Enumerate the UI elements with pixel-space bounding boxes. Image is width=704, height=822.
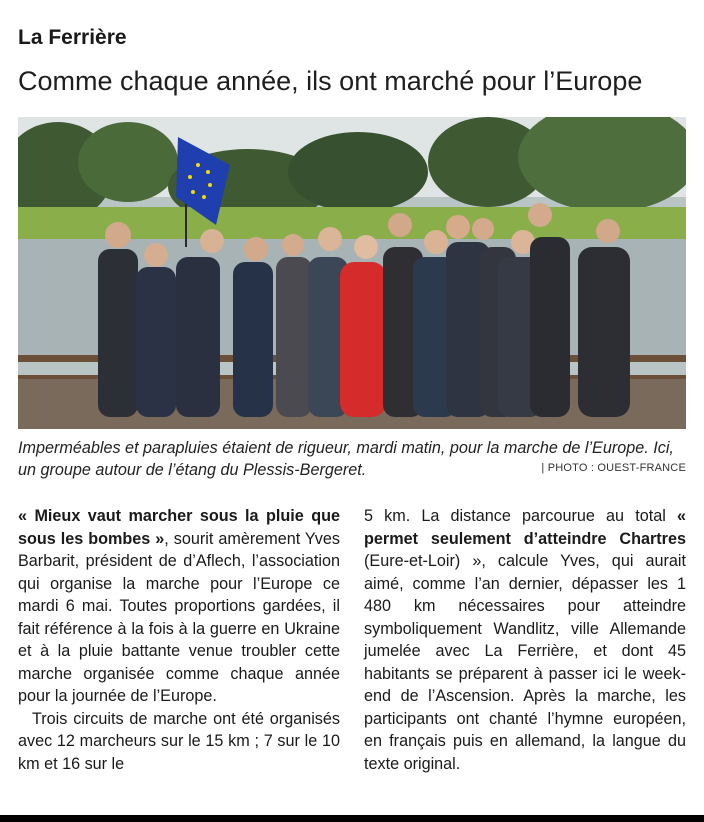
paragraph-3-start: 5 km. La distance parcourue au total — [364, 507, 677, 525]
article-photo — [18, 117, 686, 429]
article-column-1 — [18, 505, 340, 775]
paragraph-3-text: (Eure-et-Loir) », calcule Yves, qui aurait aimé, comme l’an dernier, dépasser les 1 480 km nécessaires pour atteindre symboliquement Wandlitz, ville Allemande jumelée avec La Ferrière, et dont 45 habitants se préparent à passer ici le week-end de l’Ascension. Après la marche, les participants ont chanté l’hymne européen, en français puis en allemand, la langue du texte original. — [364, 552, 686, 773]
group-photo-illustration — [18, 117, 686, 429]
paragraph-2: Trois circuits de marche ont été organisés avec 12 marcheurs sur le 15 km ; 7 sur le 10 km et 16 sur le — [18, 709, 340, 773]
paragraph-1 — [18, 505, 340, 708]
photo-caption: Imperméables et parapluies étaient de rigueur, mardi matin, pour la marche de l’Europe. Ici, un groupe autour de l’étang du Plessis-Bergeret. — [18, 439, 674, 479]
article-headline: Comme chaque année, ils ont marché pour l’Europe — [18, 66, 643, 96]
chartres-quote: « permet seulement d’atteindre Chartres — [364, 507, 686, 548]
paragraph-1-text: , sourit amèrement Yves Barbarit, président de d’Aflech, l’association qui organise la marche pour l’Europe ce mardi 6 mai. Toutes proportions gardées, il fait référence à la fois à la guerre en Ukraine et à la pluie battante venue troubler cette marche organisée comme chaque année pour la journée de l’Europe. — [18, 529, 340, 705]
bottom-rule — [0, 815, 704, 822]
opening-quote: « Mieux vaut marcher sous la pluie que sous les bombes » — [18, 507, 340, 548]
article-column-2 — [364, 505, 686, 775]
article-kicker: La Ferrière — [18, 26, 127, 49]
photo-credit: | PHOTO : OUEST-FRANCE — [541, 462, 686, 474]
paragraph-3 — [364, 505, 686, 775]
